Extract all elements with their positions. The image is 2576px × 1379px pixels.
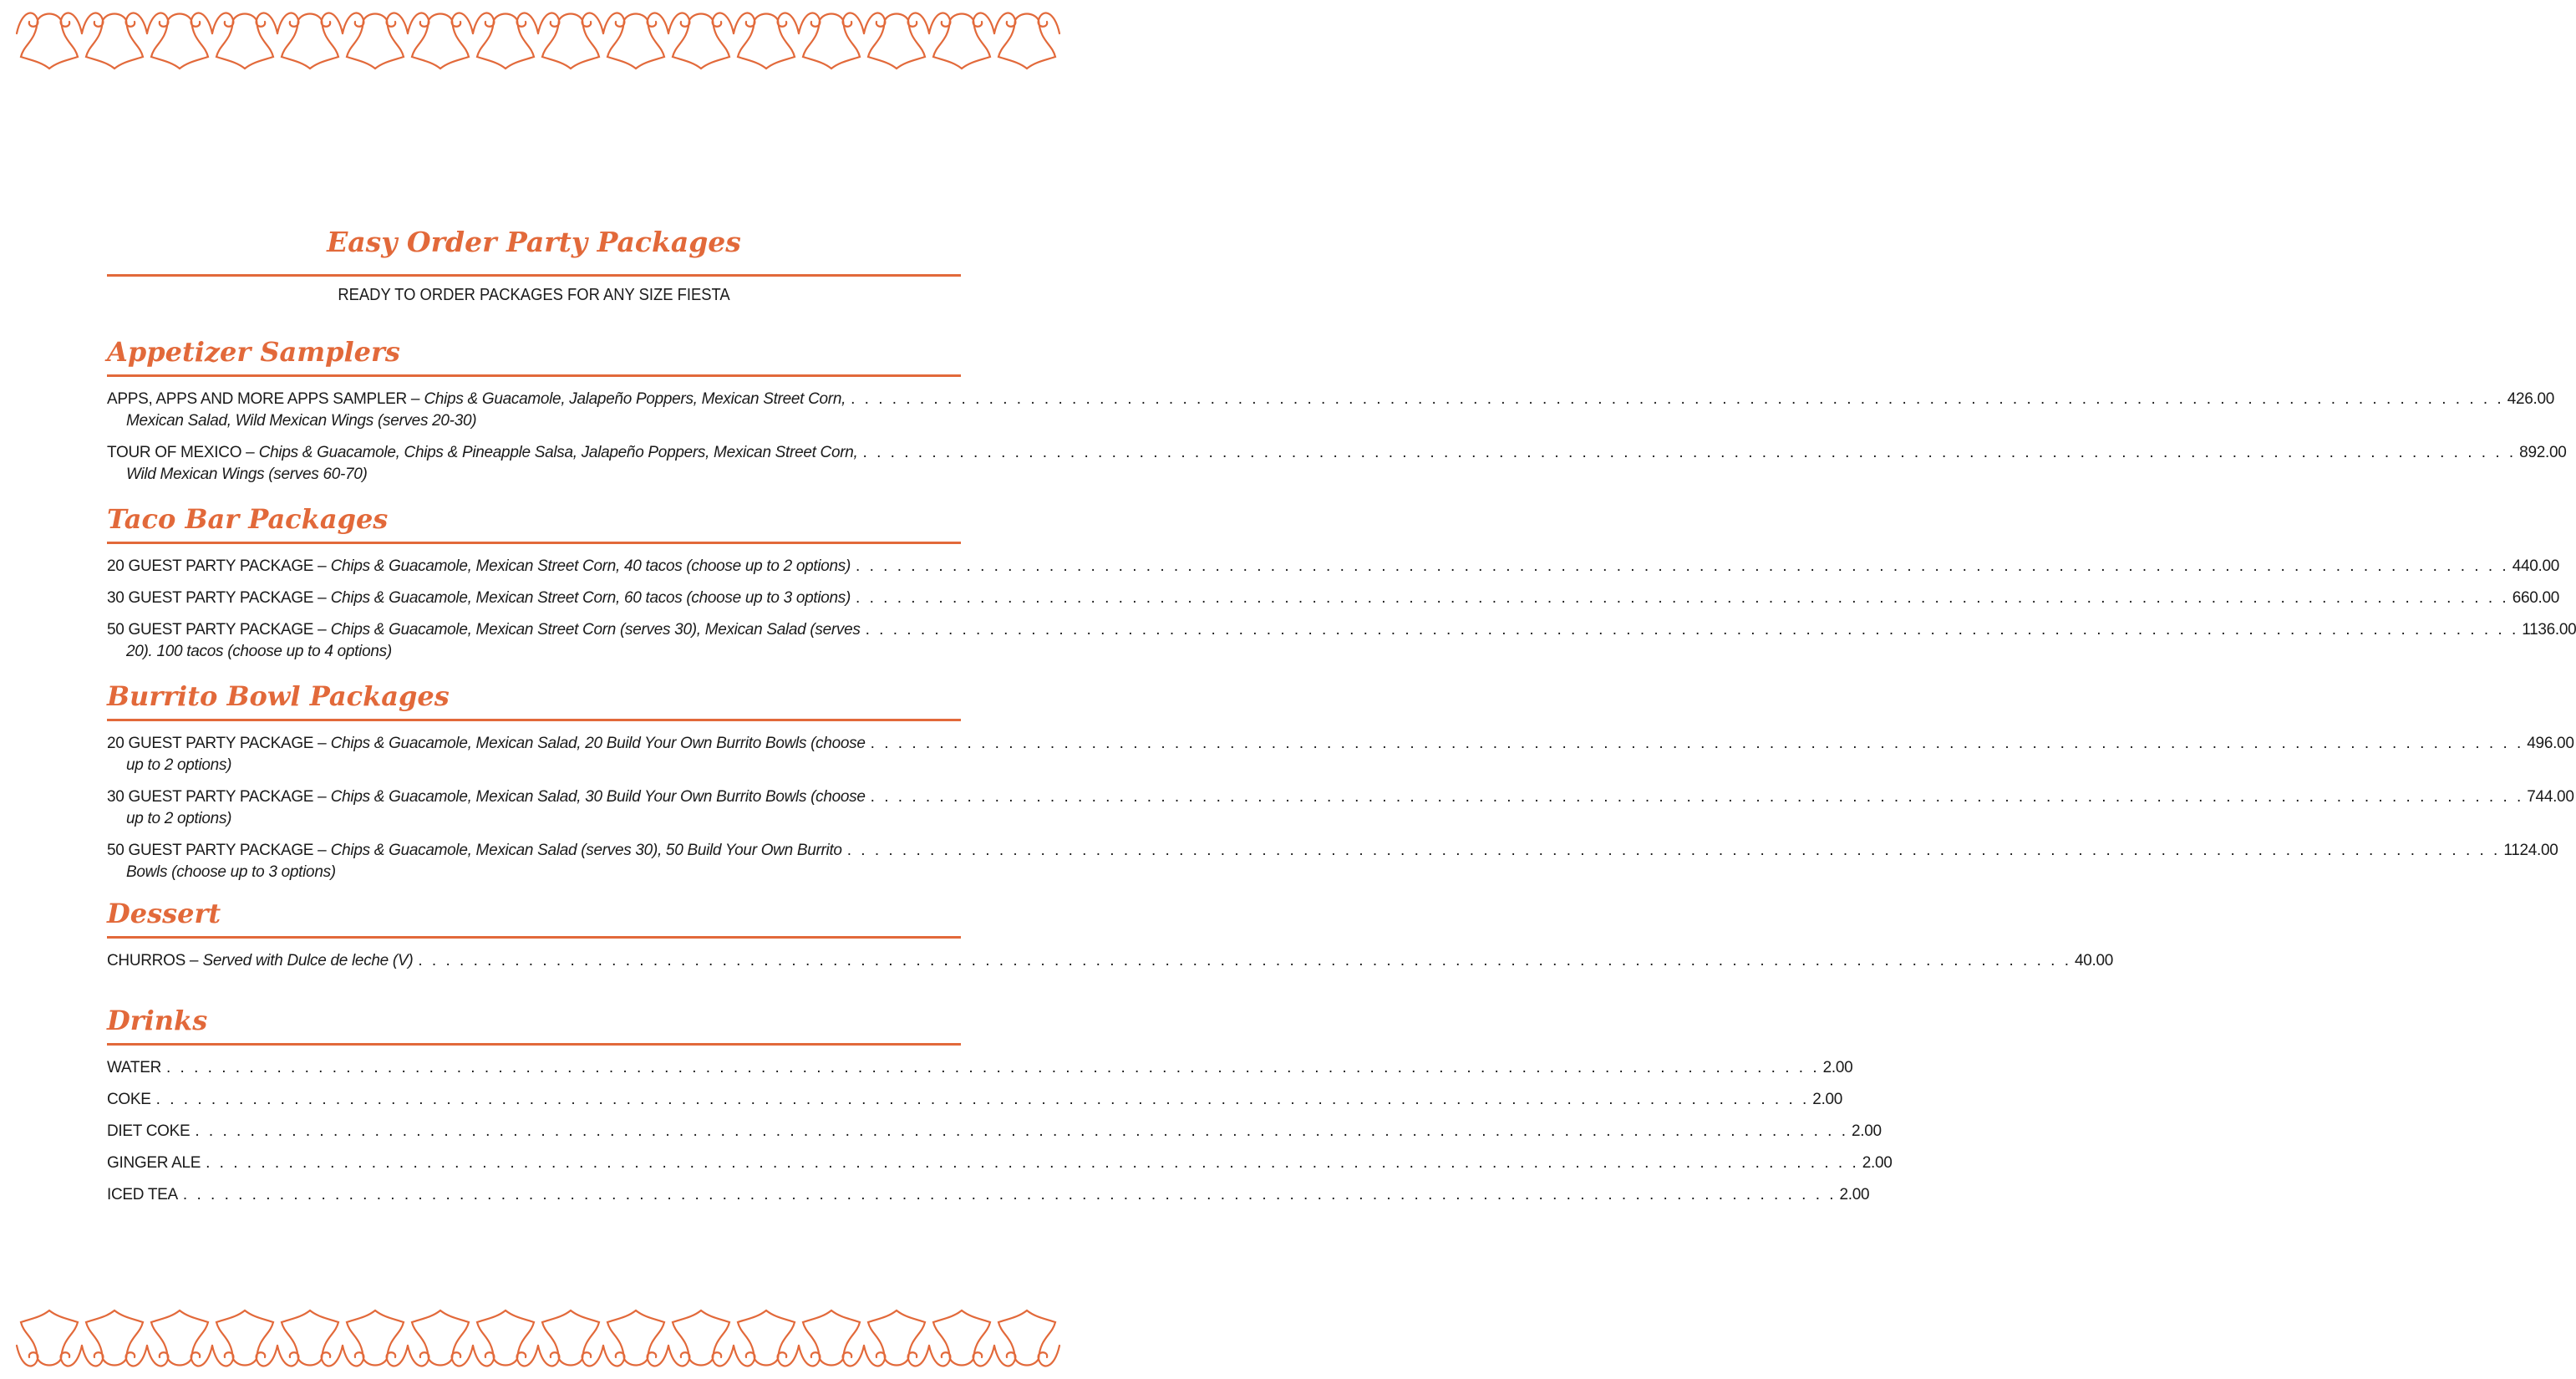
dot-leader: . . . . . . . . . . . . . . . . . . . . . . . . . . . . . . . . . . . . . . . . . . . . . . . . . . . . . . . . . . . . . . . . . . . . . . . . . . . . . . . . . . . . . . . . . . . . . . . . . . . . . . . . . . . . . . . . . . . . . . . . bbox=[870, 788, 2524, 806]
menu-item bbox=[107, 950, 2114, 972]
menu-item bbox=[107, 1057, 1853, 1079]
item-description: Chips & Guacamole, Mexican Street Corn, 60 tacos (choose up to 3 options) bbox=[330, 589, 851, 607]
ornamental-border-icon bbox=[0, 0, 1065, 84]
item-description: Chips & Guacamole, Chips & Pineapple Salsa, Jalapeño Poppers, Mexican Street Corn, bbox=[258, 444, 858, 461]
section-title: Appetizer Samplers bbox=[107, 336, 400, 368]
arch-ornament-icon bbox=[277, 1310, 343, 1366]
section-drinks bbox=[107, 1001, 1893, 1216]
item-price: 1136.00 bbox=[2522, 621, 2576, 639]
item-price: 2.00 bbox=[1812, 1091, 1843, 1108]
dot-leader: . . . . . . . . . . . . . . . . . . . . . . . . . . . . . . . . . . . . . . . . . . . . . . . . . . . . . . . . . . . . . . . . . . . . . . . . . . . . . . . . . . . . . . . . . . . . . . . . . . . . . . . . . . . . . . . . . . . . . . . . bbox=[856, 589, 2509, 607]
menu-item bbox=[107, 619, 2576, 663]
arch-ornament-icon bbox=[929, 1310, 994, 1366]
section-divider bbox=[107, 936, 961, 939]
menu-item bbox=[107, 786, 2574, 830]
arch-ornament-icon bbox=[538, 13, 603, 69]
item-name: TOUR OF MEXICO – bbox=[107, 444, 255, 461]
bottom-ornamental-border bbox=[0, 1295, 1065, 1379]
item-description-continued: Bowls (choose up to 3 options) bbox=[126, 863, 336, 881]
item-name: 50 GUEST PARTY PACKAGE – bbox=[107, 842, 327, 859]
item-price: 496.00 bbox=[2527, 735, 2574, 752]
item-description: Served with Dulce de leche (V) bbox=[202, 952, 414, 969]
section-taco-bar-packages bbox=[107, 500, 2576, 673]
item-description-continued: up to 2 options) bbox=[126, 810, 232, 827]
item-price: 1124.00 bbox=[2503, 842, 2558, 859]
section-title: Taco Bar Packages bbox=[107, 503, 389, 535]
page-subtitle: READY TO ORDER PACKAGES FOR ANY SIZE FIESTA bbox=[338, 286, 730, 304]
item-price: 2.00 bbox=[1839, 1186, 1870, 1203]
dot-leader: . . . . . . . . . . . . . . . . . . . . . . . . . . . . . . . . . . . . . . . . . . . . . . . . . . . . . . . . . . . . . . . . . . . . . . . . . . . . . . . . . . . . . . . . . . . . . . . . . . . . . . . . . . . . . . . . . . . . . . . . bbox=[862, 444, 2517, 461]
item-description: Chips & Guacamole, Mexican Street Corn, 40 tacos (choose up to 2 options) bbox=[330, 557, 851, 575]
page-title: Easy Order Party Packages bbox=[327, 226, 741, 258]
item-name: 30 GUEST PARTY PACKAGE – bbox=[107, 589, 327, 607]
item-name: 20 GUEST PARTY PACKAGE – bbox=[107, 735, 327, 752]
item-price: 2.00 bbox=[1822, 1059, 1853, 1076]
item-description: Chips & Guacamole, Mexican Salad, 20 Build Your Own Burrito Bowls (choose bbox=[330, 735, 866, 752]
dot-leader: . . . . . . . . . . . . . . . . . . . . . . . . . . . . . . . . . . . . . . . . . . . . . . . . . . . . . . . . . . . . . . . . . . . . . . . . . . . . . . . . . . . . . . . . . . . . . . . . . . . . . . . . . . . . . . . . . . . . . . . . bbox=[870, 735, 2524, 752]
arch-ornament-icon bbox=[799, 1310, 864, 1366]
item-list bbox=[107, 950, 2114, 972]
arch-ornament-icon bbox=[343, 1310, 408, 1366]
menu-item bbox=[107, 389, 2555, 432]
dot-leader: . . . . . . . . . . . . . . . . . . . . . . . . . . . . . . . . . . . . . . . . . . . . . . . . . . . . . . . . . . . . . . . . . . . . . . . . . . . . . . . . . . . . . . . . . . . . . . . . . . . . . . . . . . . . . . . . . . . . . . . . bbox=[195, 1122, 1849, 1140]
menu-item bbox=[107, 1184, 1870, 1206]
dot-leader: . . . . . . . . . . . . . . . . . . . . . . . . . . . . . . . . . . . . . . . . . . . . . . . . . . . . . . . . . . . . . . . . . . . . . . . . . . . . . . . . . . . . . . . . . . . . . . . . . . . . . . . . . . . . . . . . . . . . . . . . bbox=[851, 390, 2504, 408]
item-price: 440.00 bbox=[2512, 557, 2560, 575]
arch-ornament-icon bbox=[147, 1310, 212, 1366]
menu-item bbox=[107, 442, 2567, 486]
arch-ornament-icon bbox=[929, 13, 994, 69]
item-description-continued: Wild Mexican Wings (serves 60-70) bbox=[126, 466, 368, 483]
item-name: 50 GUEST PARTY PACKAGE – bbox=[107, 621, 327, 639]
arch-ornament-icon bbox=[603, 13, 668, 69]
menu-item bbox=[107, 733, 2574, 776]
item-description: Chips & Guacamole, Jalapeño Poppers, Mexican Street Corn, bbox=[424, 390, 846, 408]
section-title: Dessert bbox=[107, 898, 221, 929]
item-name: WATER bbox=[107, 1059, 161, 1076]
arch-ornament-icon bbox=[799, 13, 864, 69]
arch-ornament-icon bbox=[734, 1310, 799, 1366]
dot-leader: . . . . . . . . . . . . . . . . . . . . . . . . . . . . . . . . . . . . . . . . . . . . . . . . . . . . . . . . . . . . . . . . . . . . . . . . . . . . . . . . . . . . . . . . . . . . . . . . . . . . . . . . . . . . . . . . . . . . . . . . bbox=[182, 1186, 1837, 1203]
dot-leader: . . . . . . . . . . . . . . . . . . . . . . . . . . . . . . . . . . . . . . . . . . . . . . . . . . . . . . . . . . . . . . . . . . . . . . . . . . . . . . . . . . . . . . . . . . . . . . . . . . . . . . . . . . . . . . . . . . . . . . . . bbox=[865, 621, 2519, 639]
item-description-continued: 20). 100 tacos (choose up to 4 options) bbox=[126, 643, 392, 660]
item-name: COKE bbox=[107, 1091, 151, 1108]
item-list bbox=[107, 733, 2574, 883]
menu-item bbox=[107, 1121, 1882, 1142]
section-title: Drinks bbox=[107, 1005, 208, 1036]
menu-item bbox=[107, 1089, 1843, 1111]
item-name: APPS, APPS AND MORE APPS SAMPLER – bbox=[107, 390, 420, 408]
arch-ornament-icon bbox=[82, 13, 147, 69]
section-divider bbox=[107, 1043, 961, 1046]
section-burrito-bowl-packages bbox=[107, 677, 2574, 893]
item-description: Chips & Guacamole, Mexican Salad, 30 Build Your Own Burrito Bowls (choose bbox=[330, 788, 866, 806]
section-appetizer-samplers bbox=[107, 333, 2567, 496]
item-name: DIET COKE bbox=[107, 1122, 191, 1140]
top-ornamental-border bbox=[0, 0, 1065, 84]
arch-ornament-icon bbox=[212, 1310, 277, 1366]
arch-ornament-icon bbox=[17, 1310, 82, 1366]
item-price: 426.00 bbox=[2507, 390, 2555, 408]
dot-leader: . . . . . . . . . . . . . . . . . . . . . . . . . . . . . . . . . . . . . . . . . . . . . . . . . . . . . . . . . . . . . . . . . . . . . . . . . . . . . . . . . . . . . . . . . . . . . . . . . . . . . . . . . . . . . . . . . . . . . . . . bbox=[166, 1059, 1820, 1076]
arch-ornament-icon bbox=[212, 13, 277, 69]
item-name: ICED TEA bbox=[107, 1186, 178, 1203]
arch-ornament-icon bbox=[82, 1310, 147, 1366]
section-dessert bbox=[107, 894, 2114, 982]
arch-ornament-icon bbox=[668, 1310, 734, 1366]
arch-ornament-icon bbox=[17, 13, 82, 69]
arch-ornament-icon bbox=[538, 1310, 603, 1366]
item-list bbox=[107, 389, 2567, 486]
arch-ornament-icon bbox=[864, 1310, 929, 1366]
dot-leader: . . . . . . . . . . . . . . . . . . . . . . . . . . . . . . . . . . . . . . . . . . . . . . . . . . . . . . . . . . . . . . . . . . . . . . . . . . . . . . . . . . . . . . . . . . . . . . . . . . . . . . . . . . . . . . . . . . . . . . . . bbox=[418, 952, 2071, 969]
item-list bbox=[107, 1057, 1893, 1206]
menu-item bbox=[107, 588, 2560, 609]
dot-leader: . . . . . . . . . . . . . . . . . . . . . . . . . . . . . . . . . . . . . . . . . . . . . . . . . . . . . . . . . . . . . . . . . . . . . . . . . . . . . . . . . . . . . . . . . . . . . . . . . . . . . . . . . . . . . . . . . . . . . . . . bbox=[155, 1091, 1810, 1108]
item-description: Chips & Guacamole, Mexican Salad (serves 30), 50 Build Your Own Burrito bbox=[330, 842, 842, 859]
section-divider bbox=[107, 719, 961, 721]
arch-ornament-icon bbox=[994, 13, 1059, 69]
arch-ornament-icon bbox=[473, 1310, 538, 1366]
arch-ornament-icon bbox=[994, 1310, 1059, 1366]
menu-item bbox=[107, 556, 2560, 578]
section-title: Burrito Bowl Packages bbox=[107, 680, 450, 712]
arch-ornament-icon bbox=[864, 13, 929, 69]
item-price: 660.00 bbox=[2512, 589, 2560, 607]
arch-ornament-icon bbox=[147, 13, 212, 69]
item-name: CHURROS – bbox=[107, 952, 199, 969]
item-price: 892.00 bbox=[2519, 444, 2567, 461]
menu-item bbox=[107, 840, 2558, 883]
dot-leader: . . . . . . . . . . . . . . . . . . . . . . . . . . . . . . . . . . . . . . . . . . . . . . . . . . . . . . . . . . . . . . . . . . . . . . . . . . . . . . . . . . . . . . . . . . . . . . . . . . . . . . . . . . . . . . . . . . . . . . . . bbox=[206, 1154, 1859, 1172]
item-name: 20 GUEST PARTY PACKAGE – bbox=[107, 557, 327, 575]
arch-ornament-icon bbox=[734, 13, 799, 69]
item-description: Chips & Guacamole, Mexican Street Corn (serves 30), Mexican Salad (serves bbox=[330, 621, 861, 639]
ornamental-border-icon bbox=[0, 1295, 1065, 1379]
item-price: 2.00 bbox=[1862, 1154, 1893, 1172]
arch-ornament-icon bbox=[408, 1310, 473, 1366]
dot-leader: . . . . . . . . . . . . . . . . . . . . . . . . . . . . . . . . . . . . . . . . . . . . . . . . . . . . . . . . . . . . . . . . . . . . . . . . . . . . . . . . . . . . . . . . . . . . . . . . . . . . . . . . . . . . . . . . . . . . . . . . bbox=[856, 557, 2509, 575]
arch-ornament-icon bbox=[277, 13, 343, 69]
section-divider bbox=[107, 374, 961, 377]
item-name: GINGER ALE bbox=[107, 1154, 201, 1172]
title-divider bbox=[107, 274, 961, 277]
item-name: 30 GUEST PARTY PACKAGE – bbox=[107, 788, 327, 806]
item-price: 40.00 bbox=[2074, 952, 2114, 969]
dot-leader: . . . . . . . . . . . . . . . . . . . . . . . . . . . . . . . . . . . . . . . . . . . . . . . . . . . . . . . . . . . . . . . . . . . . . . . . . . . . . . . . . . . . . . . . . . . . . . . . . . . . . . . . . . . . . . . . . . . . . . . . bbox=[846, 842, 2501, 859]
item-list bbox=[107, 556, 2576, 663]
item-price: 2.00 bbox=[1852, 1122, 1882, 1140]
item-price: 744.00 bbox=[2527, 788, 2574, 806]
section-divider bbox=[107, 542, 961, 544]
arch-ornament-icon bbox=[343, 13, 408, 69]
menu-item bbox=[107, 1153, 1893, 1174]
item-description-continued: up to 2 options) bbox=[126, 756, 232, 774]
item-description-continued: Mexican Salad, Wild Mexican Wings (serves 20-30) bbox=[126, 412, 477, 430]
arch-ornament-icon bbox=[408, 13, 473, 69]
arch-ornament-icon bbox=[668, 13, 734, 69]
arch-ornament-icon bbox=[473, 13, 538, 69]
arch-ornament-icon bbox=[603, 1310, 668, 1366]
